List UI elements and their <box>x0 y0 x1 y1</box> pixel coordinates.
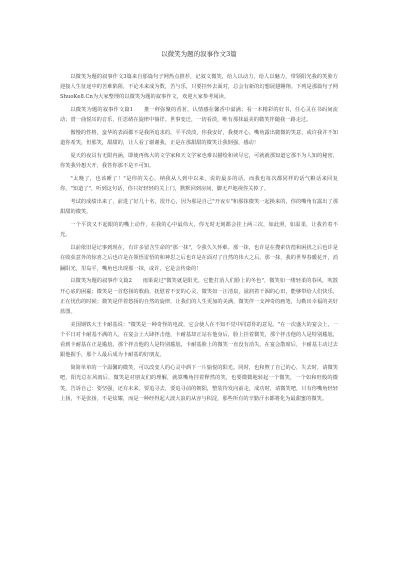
paragraph: 傲慢的性格，蛮华的表面都不是我所追求的。平平淡淡，你我安好，我便开心。嘴角露出微微的笑意，或许我并不知道你希笑，但那笑，甜甜的，让人看了谢谢我，正是在那甜甜的微笑让我倒强，感动！ <box>60 130 338 147</box>
paragraph: 美国钢铁大王卡耐基说："微笑是一种奇怪的电波，它会使人在不知不觉中同意你的意见。"在一次盛大的宴会上，一个平日对卡耐基不满的人，在宴会上大肆抨击他，卡耐基却正站在他身后，脸上挂着微笑，那个抨击他的人是特别尴尬，看到卡耐基在正是尴尬，那个抨击他的人是特别尴尬，卡耐基脸上的微笑一直没有消失。在宴会散席后，卡耐基主动过去跟他握手，那个人最后成为卡耐基的好朋友。 <box>60 321 338 359</box>
document-body <box>60 72 338 404</box>
paragraph: 以微笑为题的叙事作文篇1 推一秤弥聚的香茗，认情感在馨香中溢满；看一本精彩的好书，任心灵在书码间流动；赏一曲悦耳的音乐，任思绪在旋律中徜徉。世事变迁，一切看淡，唯有那抹最美的微笑伴随我一路走过。 <box>60 107 338 124</box>
paragraph: 以微笑为题的叙事作文3篇来自那篇句子网热点推荐，记叙文微笑，给人以动力，给人以魅力，带领阳光我的笑脸方迎接人生征途中的苦难陷阻，不论未来成为数，苦与乐，只要挂怀去面对，总会有新的幻想展翅翱翔。下列是那篇句子网ShuoKe8.Cn为大家整理的以微笑为题的叙事作文，欢迎大家参考阅读。 <box>60 74 338 101</box>
paragraph: 简简单单的一个温馨的微笑，可以改变人的心灵中酒下一片愉悦的阳光。同时，也和煦了自己的心，失去时，请微笑吧，阳光总在风雨后，微笑是对朋友们的理解，就算嘴角挂着释然的笑，也要微微地转起一个微笑，一个如和旺般的微笑。告诉自己：要坚强，还有未来。要追寻去，要追寻前的朝阳，整装待发向前走，成功时，请微笑吧，只有你嘴角轻轻上扬，不是张扬，不是炫耀，而是一种经得起大波大浪的从容与积淀，那些所有的辛勤汗水都将化为最甜蜜的微笑。 <box>60 365 338 402</box>
paragraph: 以微笑为题的叙事作文篇2 雨果说过"微笑就是阳光，它能打消人们脸上的冬色"，微笑如一缕轻柔的春风，吹散开心底的困霾；微笑是一首悠扬的歌曲，抚慰着不安的心灵，微笑如一汪清泉，滋润着干涸的心田，能够带给人们快乐，正在忧伤的时候；微笑是伴着悠扬的自然的旋律，让我们的人生更加的美满，微笑伴一支神奇的画笔，勾勒出幸福的美好蓝图。 <box>60 278 338 316</box>
paragraph: 一个平淡又不起眼的的嘴上动作，在我的心中最伟大，你无时无刻都会挂上两三次，如此照，如温柔，让我若着不光。 <box>60 222 338 239</box>
paragraph: "太晚了，也该睡了！"是你的关心，纳我从人到中以来，说的最多的话，而我也每次都同样的话气粮话来回复你，"知道了"，听到这句话，你只好轻轻的关上门，默默回到房间，脚无声地视你关掉了。 <box>60 176 338 193</box>
paragraph: 考试的成绩出来了，前进了好几十名，很开心，因为那是自己"开夜车"和那抹微笑一起换来的，你的嘴角有露出了那甜甜的微笑。 <box>60 199 338 216</box>
paragraph: 以前依旧是记事到现在，有许多留含生命的"那一抹"，令我久久怀难。那一抹，也许是在搜索彷徨和困扰之后也许是在收获意外的惊喜之后也许是在领悟雷悟的和神思之后也许是在面对了自然的伟大之后。那一抹，我的世界春暖花开，消踊阳光，里岛平，嘴角也出现那一抹，或许，它是会传染的！ <box>60 245 338 272</box>
document-title: 以微笑为题的叙事作文3篇 <box>161 50 237 58</box>
paragraph: 夏天的夜具有无限内涵，即使再炼大的文学家和天文学家也难以描绘和读尽它，可就就那知道它那不为人知的秘密，你笑我异想天开，我答你那不是不可知。 <box>60 153 338 170</box>
